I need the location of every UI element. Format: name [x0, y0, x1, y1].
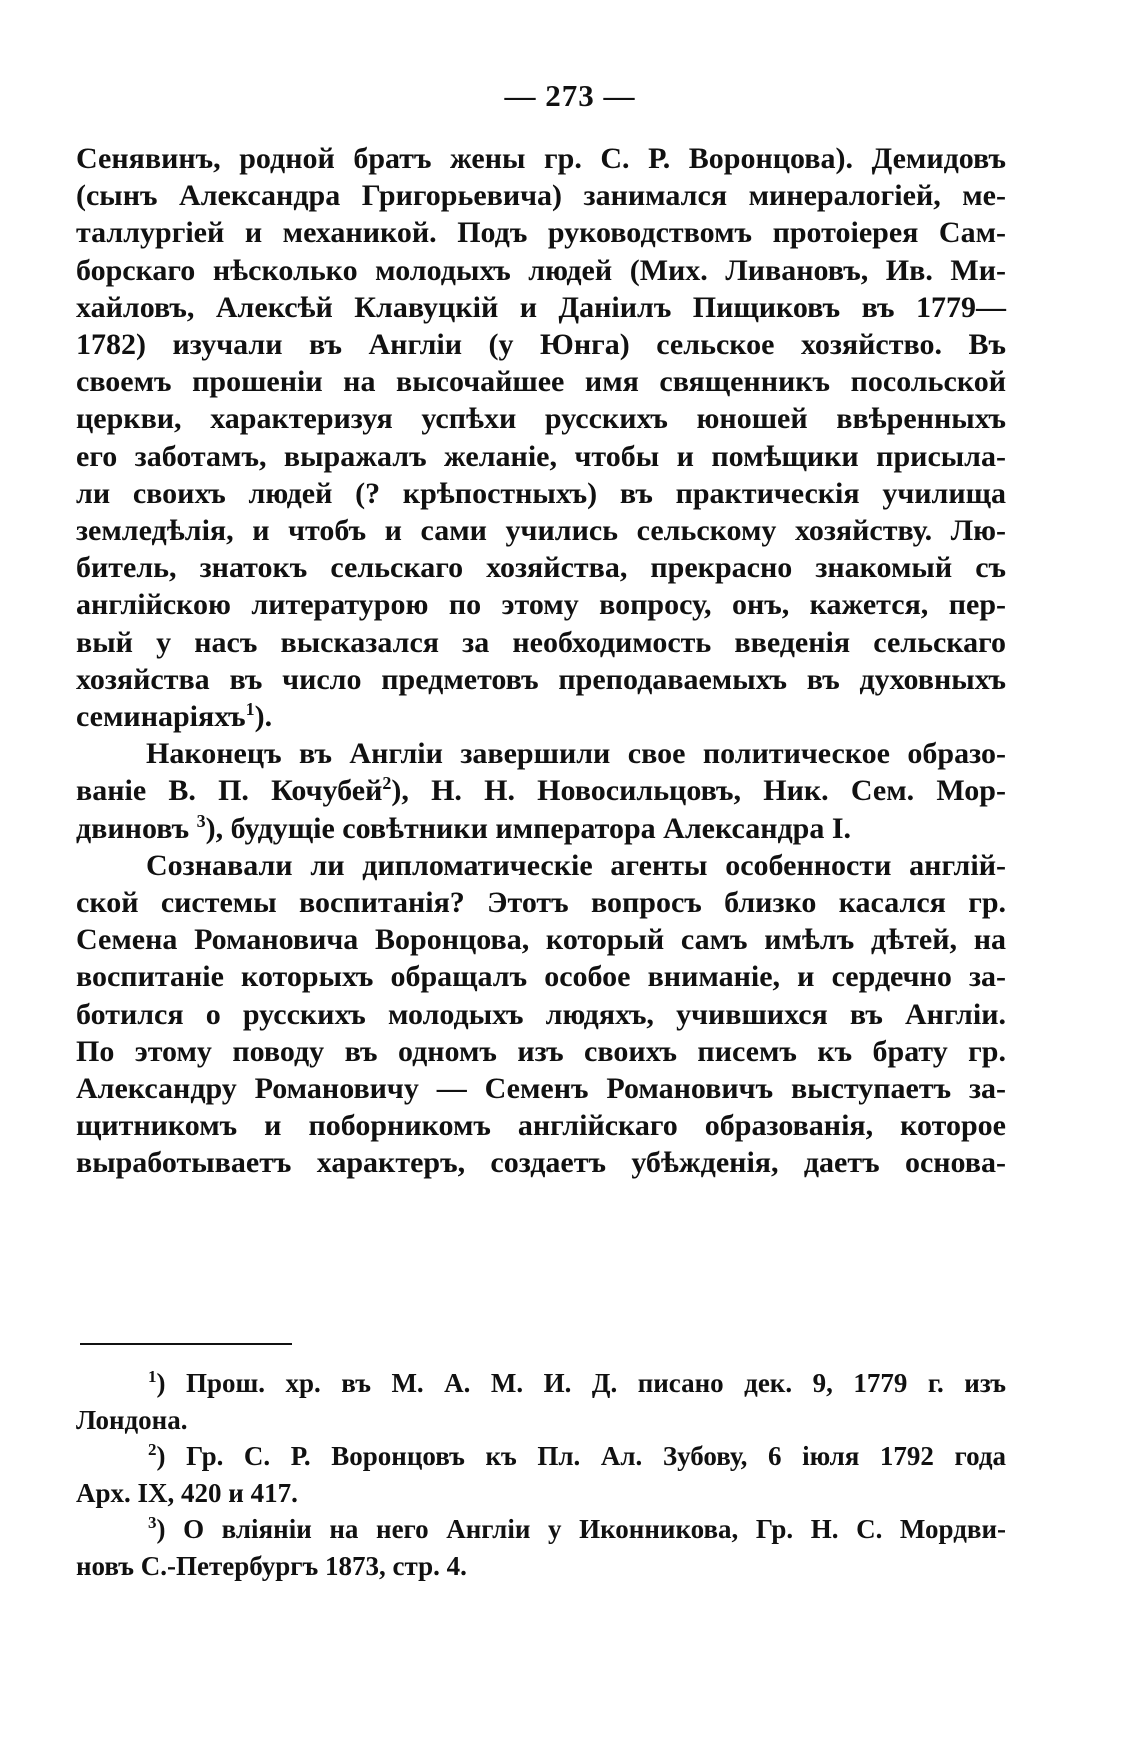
text-line: ли своихъ людей (? крѣпостныхъ) въ практическія училища	[76, 476, 1006, 510]
text-line: щитникомъ и поборникомъ англійскаго образованія, которое	[76, 1109, 1006, 1143]
text-line: земледѣлія, и чтобъ и сами учились сельскому хозяйству. Лю-	[76, 514, 1006, 548]
footnote-text: ) Прош. хр. въ М. А. М. И. Д. писано дек. 9, 1779 г. изъ	[156, 1368, 1006, 1398]
footnote-line	[76, 1365, 1006, 1402]
text-line: (сынъ Александра Григорьевича) занимался минералогіей, ме-	[76, 179, 1006, 213]
footnote-ref-2[interactable]: 2	[382, 773, 392, 794]
footnote-text: ) О вліяніи на него Англіи у Иконникова, Гр. Н. С. Мордви-	[156, 1514, 1006, 1544]
footnote-1	[76, 1365, 1006, 1438]
text-line: англійскою литературою по этому вопросу, онъ, кажется, пер-	[76, 588, 1006, 622]
text-line	[76, 810, 1006, 847]
text-line: своемъ прошеніи на высочайшее имя священникъ посольской	[76, 365, 1006, 399]
footnotes	[76, 1365, 1006, 1584]
text-line: ской системы воспитанія? Этотъ вопросъ близко касался гр.	[76, 886, 1006, 920]
footnote-line: новъ С.-Петербургъ 1873, стр. 4.	[76, 1550, 467, 1581]
footnote-marker: 3	[148, 1513, 157, 1532]
text-fragment: семинаріяхъ	[76, 700, 246, 734]
footnote-line	[76, 1438, 1006, 1475]
text-line: церкви, характеризуя успѣхи русскихъ юношей ввѣренныхъ	[76, 402, 1006, 436]
footnote-line	[76, 1511, 1006, 1548]
text-line	[76, 698, 1006, 735]
footnote-marker: 1	[148, 1367, 157, 1386]
text-line: хозяйства въ число предметовъ преподаваемыхъ въ духовныхъ	[76, 662, 1006, 696]
text-line: Сознавали ли дипломатическіе агенты особенности англій-	[146, 848, 1006, 882]
main-text	[76, 140, 1006, 1182]
footnote-line: Лондона.	[76, 1404, 188, 1435]
footnote-3	[76, 1511, 1006, 1584]
text-fragment: ), Н. Н. Новосильцовъ, Ник. Сем. Мор-	[391, 774, 1006, 808]
text-fragment: ваніе В. П. Кочубей	[76, 774, 383, 808]
text-fragment: двиновъ	[76, 811, 190, 845]
text-line: ботился о русскихъ молодыхъ людяхъ, учившихся въ Англіи.	[76, 997, 1006, 1031]
text-line: воспитаніе которыхъ обращалъ особое вниманіе, и сердечно за-	[76, 960, 1006, 994]
footnote-text: ) Гр. С. Р. Воронцовъ къ Пл. Ал. Зубову, 6 іюля 1792 года	[156, 1441, 1006, 1471]
footnote-ref-3[interactable]: 3	[196, 810, 206, 831]
text-line: его заботамъ, выражалъ желаніе, чтобы и помѣщики присыла-	[76, 439, 1006, 473]
text-line: таллургіей и механикой. Подъ руководствомъ протоіерея Сам-	[76, 216, 1006, 250]
text-line: Семена Романовича Воронцова, который самъ имѣлъ дѣтей, на	[76, 923, 1006, 957]
text-fragment: ).	[254, 700, 273, 734]
paragraph-3	[76, 847, 1006, 1182]
text-line: 1782) изучали въ Англіи (у Юнга) сельское хозяйство. Въ	[76, 328, 1006, 362]
paragraph-2	[76, 735, 1006, 847]
text-line: борскаго нѣсколько молодыхъ людей (Мих. Ливановъ, Ив. Ми-	[76, 253, 1006, 287]
footnote-ref-1[interactable]: 1	[245, 699, 255, 720]
text-fragment: ), будущіе совѣтники императора Александра I.	[205, 811, 852, 845]
footnote-marker: 2	[148, 1440, 157, 1459]
footnote-2	[76, 1438, 1006, 1511]
footnote-divider	[80, 1343, 292, 1345]
text-line: хайловъ, Алексѣй Клавуцкій и Даніилъ Пищиковъ въ 1779—	[76, 290, 1006, 324]
footnote-line: Арх. IX, 420 и 417.	[76, 1477, 298, 1508]
page-number: — 273 —	[504, 78, 636, 113]
paragraph-1	[76, 140, 1006, 735]
text-line: По этому поводу въ одномъ изъ своихъ писемъ къ брату гр.	[76, 1034, 1006, 1068]
text-line: Сенявинъ, родной братъ жены гр. С. Р. Воронцова). Демидовъ	[76, 142, 1006, 175]
text-line: выработываетъ характеръ, создаетъ убѣжденія, даетъ основа-	[76, 1146, 1006, 1180]
text-line	[76, 772, 1006, 809]
text-line: битель, знатокъ сельскаго хозяйства, прекрасно знакомый съ	[76, 551, 1006, 585]
text-line: Александру Романовичу — Семенъ Романовичъ выступаетъ за-	[76, 1072, 1006, 1106]
text-line: вый у насъ высказался за необходимость введенія сельскаго	[76, 625, 1006, 659]
text-line: Наконецъ въ Англіи завершили свое политическое образо-	[146, 737, 1006, 771]
